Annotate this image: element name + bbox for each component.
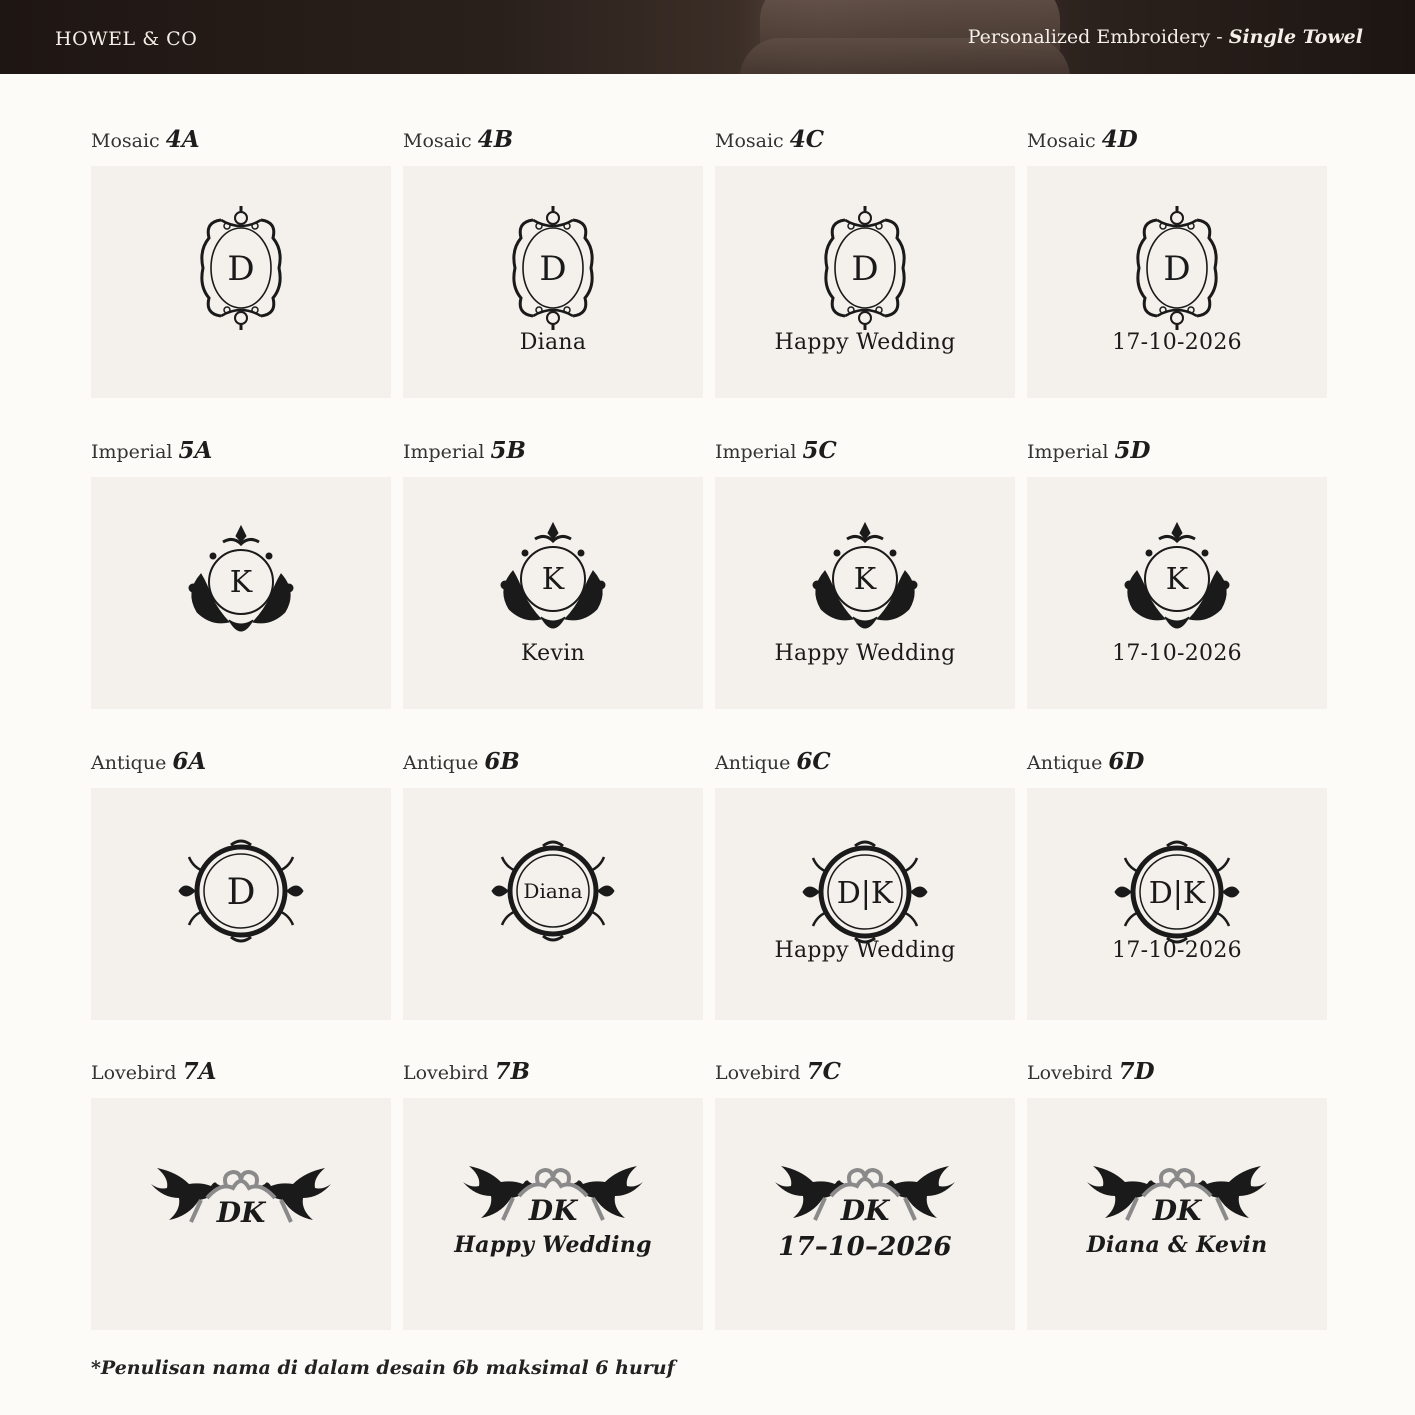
design-code: 6C <box>796 748 831 775</box>
design-card-6a[interactable] <box>91 788 391 1020</box>
design-card-6b[interactable] <box>403 788 703 1020</box>
monogram-text: D <box>1163 249 1191 289</box>
design-label <box>715 437 837 464</box>
design-code: 4C <box>789 126 825 153</box>
design-artwork <box>91 1098 391 1330</box>
design-code: 7C <box>806 1058 841 1085</box>
design-label <box>1027 126 1138 153</box>
design-caption: 17–10–2026 <box>778 1232 952 1262</box>
design-caption: Kevin <box>521 641 585 666</box>
design-name: Imperial <box>91 441 179 463</box>
design-card-4a[interactable] <box>91 166 391 398</box>
design-label <box>91 437 212 464</box>
design-card-5a[interactable] <box>91 477 391 709</box>
design-card-4d[interactable] <box>1027 166 1327 398</box>
design-label <box>403 1058 530 1085</box>
design-artwork <box>403 1098 703 1330</box>
design-label <box>403 126 513 153</box>
monogram-text: D <box>226 871 256 913</box>
design-label <box>403 437 526 464</box>
design-label <box>403 748 520 775</box>
design-name: Lovebird <box>715 1062 807 1084</box>
design-card-7a[interactable] <box>91 1098 391 1330</box>
design-artwork <box>1027 477 1327 709</box>
design-label <box>1027 1058 1155 1085</box>
design-artwork <box>403 166 703 398</box>
subtitle-italic: Single Towel <box>1228 26 1363 48</box>
design-name: Imperial <box>1027 441 1115 463</box>
design-name: Antique <box>1027 752 1109 774</box>
design-code: 6B <box>484 748 520 775</box>
design-artwork <box>1027 166 1327 398</box>
design-caption: Diana & Kevin <box>1086 1232 1268 1258</box>
design-name: Antique <box>91 752 173 774</box>
monogram-text: D <box>539 249 567 289</box>
design-code: 6A <box>172 748 207 775</box>
design-card-5b[interactable] <box>403 477 703 709</box>
design-code: 5A <box>178 437 213 464</box>
design-artwork <box>91 477 391 709</box>
header-banner <box>0 0 1415 74</box>
monogram-text: DK <box>1152 1194 1202 1227</box>
design-artwork <box>403 477 703 709</box>
design-artwork <box>1027 788 1327 1020</box>
design-caption: 17-10-2026 <box>1112 641 1242 666</box>
design-name: Mosaic <box>91 130 166 152</box>
monogram-text: DK <box>528 1194 578 1227</box>
design-label <box>91 1058 216 1085</box>
subtitle-plain: Personalized Embroidery - <box>967 26 1229 48</box>
design-code: 5B <box>490 437 526 464</box>
monogram-text: DK <box>840 1194 890 1227</box>
design-caption: 17-10-2026 <box>1112 330 1242 355</box>
design-code: 6D <box>1108 748 1145 775</box>
design-card-5c[interactable] <box>715 477 1015 709</box>
monogram-text: K <box>853 562 877 597</box>
monogram-text: K <box>541 562 565 597</box>
monogram-text: D <box>227 249 255 289</box>
design-label <box>715 1058 841 1085</box>
design-code: 7A <box>182 1058 217 1085</box>
design-name: Lovebird <box>1027 1062 1119 1084</box>
design-label <box>715 748 831 775</box>
page-subtitle <box>968 26 1363 48</box>
design-card-7c[interactable] <box>715 1098 1015 1330</box>
design-name: Imperial <box>715 441 803 463</box>
monogram-text: D <box>851 249 879 289</box>
design-name: Mosaic <box>403 130 478 152</box>
design-artwork <box>715 477 1015 709</box>
design-label <box>715 126 824 153</box>
design-name: Antique <box>403 752 485 774</box>
design-card-7b[interactable] <box>403 1098 703 1330</box>
design-code: 5D <box>1114 437 1151 464</box>
design-label <box>1027 748 1144 775</box>
design-artwork <box>91 166 391 398</box>
design-name: Mosaic <box>1027 130 1102 152</box>
design-caption: Happy Wedding <box>774 938 956 963</box>
design-caption: Happy Wedding <box>774 330 956 355</box>
design-caption: Happy Wedding <box>774 641 956 666</box>
footnote: *Penulisan nama di dalam desain 6b maksimal 6 huruf <box>91 1357 675 1379</box>
design-label <box>91 748 206 775</box>
design-card-4c[interactable] <box>715 166 1015 398</box>
design-caption: 17-10-2026 <box>1112 938 1242 963</box>
monogram-text: DK <box>216 1196 266 1229</box>
design-code: 7B <box>494 1058 531 1085</box>
design-caption: Happy Wedding <box>454 1232 652 1258</box>
design-card-5d[interactable] <box>1027 477 1327 709</box>
design-artwork <box>91 788 391 1020</box>
design-code: 4B <box>477 126 514 153</box>
design-artwork <box>715 788 1015 1020</box>
brand-logo: HOWEL & CO <box>55 28 198 50</box>
design-card-6c[interactable] <box>715 788 1015 1020</box>
monogram-text: K <box>1165 562 1189 597</box>
design-card-6d[interactable] <box>1027 788 1327 1020</box>
design-name: Imperial <box>403 441 491 463</box>
design-name: Antique <box>715 752 797 774</box>
design-label <box>91 126 200 153</box>
design-label <box>1027 437 1151 464</box>
design-code: 7D <box>1118 1058 1155 1085</box>
design-code: 5C <box>802 437 837 464</box>
design-artwork <box>1027 1098 1327 1330</box>
design-artwork <box>715 166 1015 398</box>
design-card-7d[interactable] <box>1027 1098 1327 1330</box>
monogram-text: D|K <box>1148 875 1206 911</box>
design-name: Lovebird <box>91 1062 183 1084</box>
monogram-text: D|K <box>836 875 894 911</box>
design-artwork <box>715 1098 1015 1330</box>
monogram-text: K <box>229 565 253 600</box>
monogram-text: Diana <box>523 879 583 904</box>
design-artwork <box>403 788 703 1020</box>
design-name: Lovebird <box>403 1062 495 1084</box>
design-card-4b[interactable] <box>403 166 703 398</box>
design-caption: Diana <box>519 330 587 355</box>
design-name: Mosaic <box>715 130 790 152</box>
design-code: 4D <box>1101 126 1138 153</box>
design-code: 4A <box>165 126 200 153</box>
